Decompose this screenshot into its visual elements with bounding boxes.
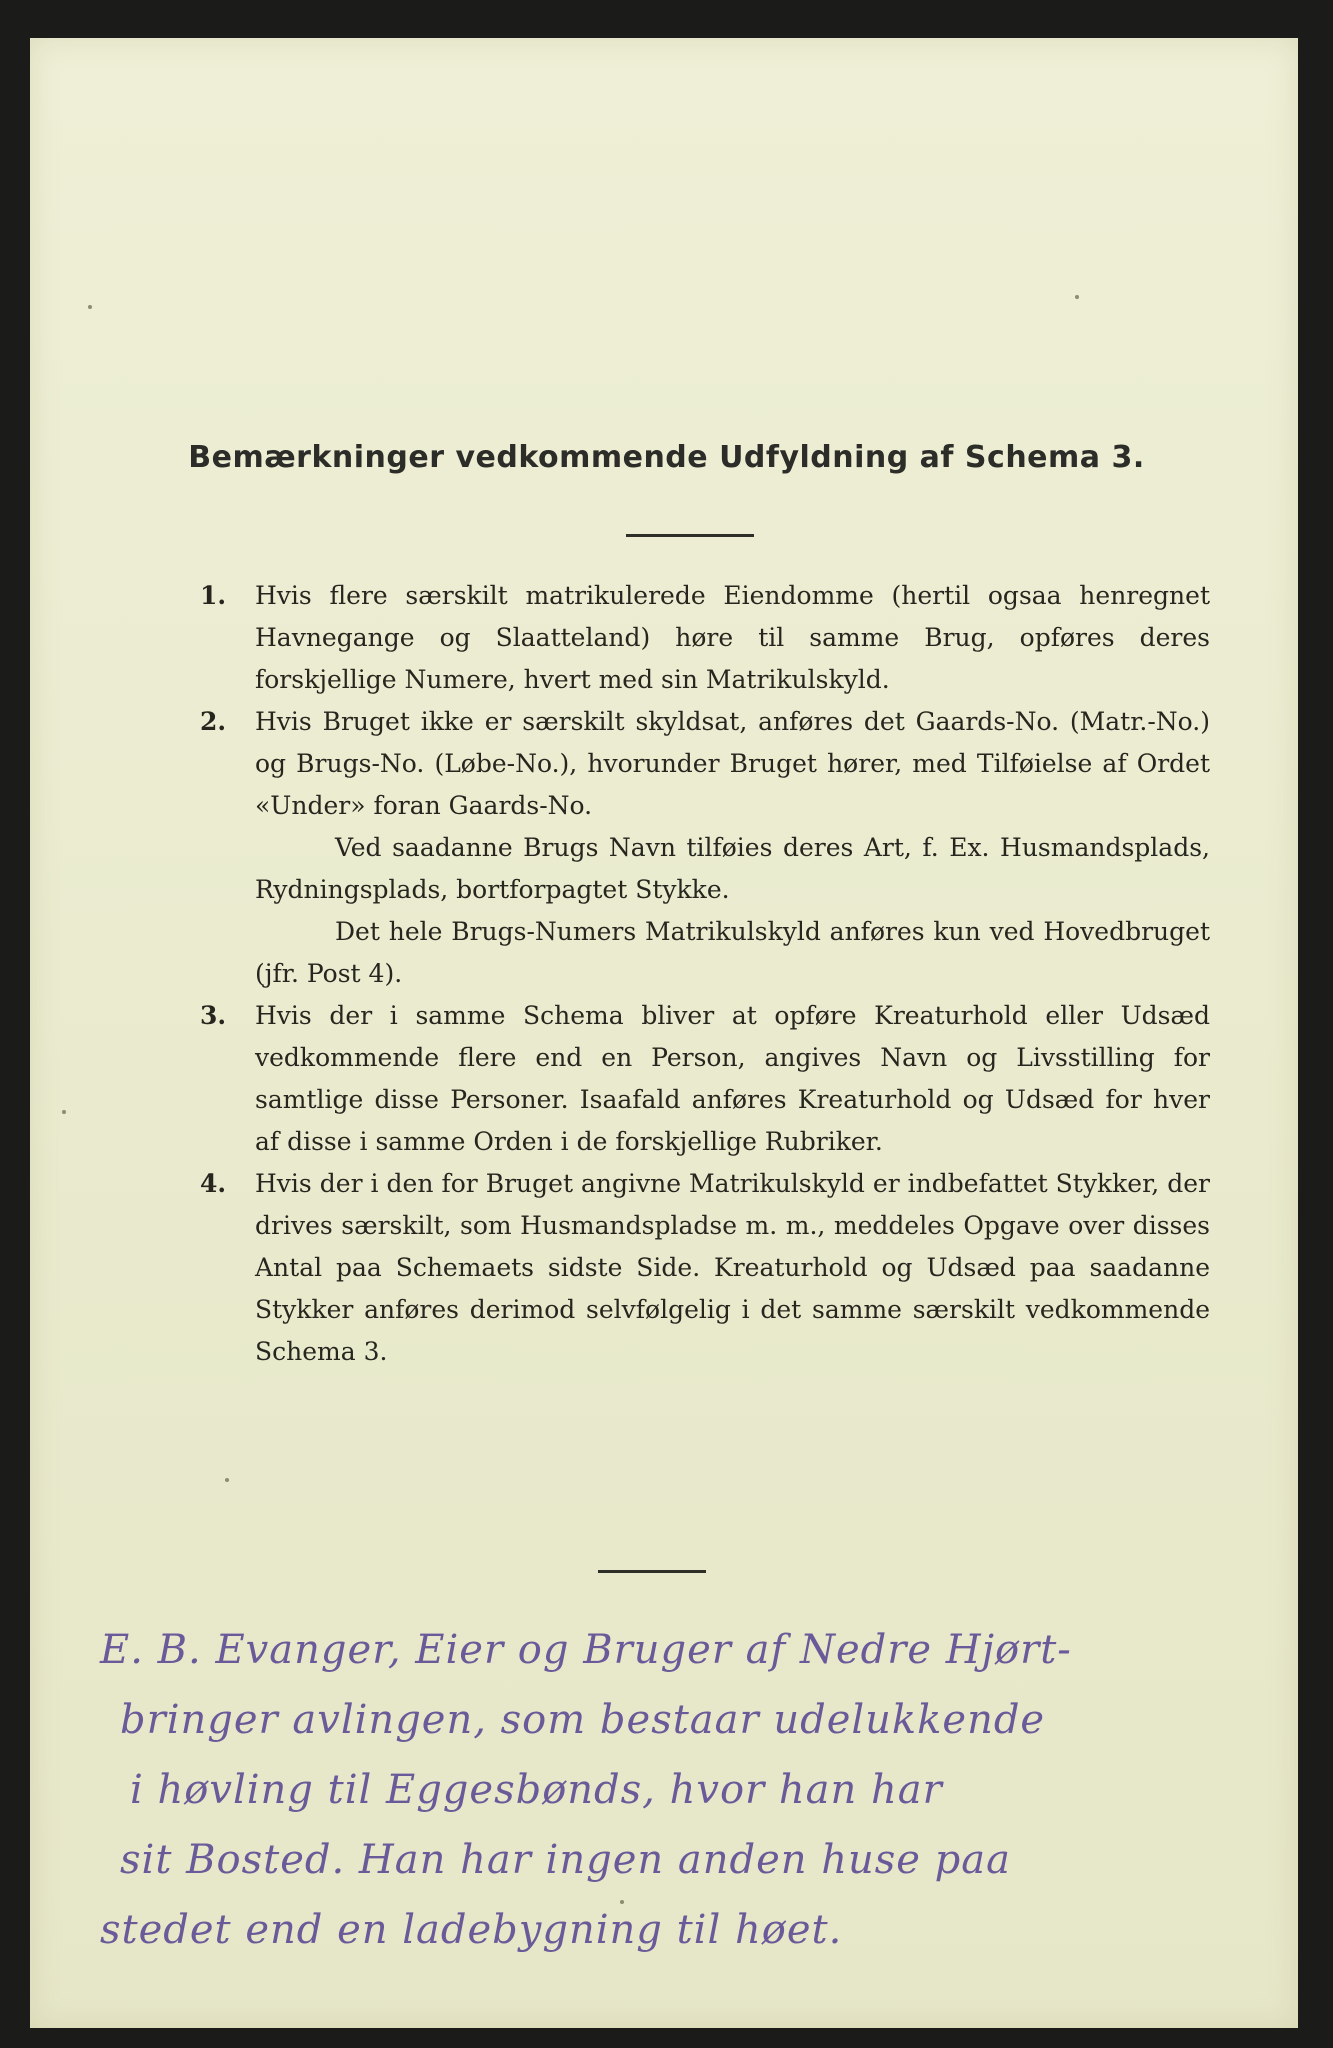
item-paragraph: Hvis Bruget ikke er særskilt skyldsat, anføres det Gaards-No. (Matr.-No.) og Brugs-No. (Løbe-No.), hvorunder Bruget hører, med Tilføielse af Ordet «Under» foran Gaards-No. (255, 707, 1210, 820)
heading-divider (626, 534, 754, 537)
handwritten-line: E. B. Evanger, Eier og Bruger af Nedre Hjørt- (100, 1627, 1072, 1673)
handwritten-line: sit Bosted. Han har ingen anden huse paa (120, 1837, 1011, 1883)
item-paragraph: Hvis der i samme Schema bliver at opføre Kreaturhold eller Udsæd vedkommende flere end en Person, angives Navn og Livsstilling for samtlige disse Personer. Isaafald anføres Kreaturhold og Udsæd for hver af disse i samme Orden i de forskjellige Rubriker. (255, 1001, 1210, 1156)
handwritten-line: stedet end en ladebygning til høet. (100, 1907, 843, 1953)
item-paragraph: Ved saadanne Brugs Navn tilføies deres Art, f. Ex. Husmandsplads, Rydningsplads, bortforpagtet Stykke. (255, 833, 1210, 904)
handwritten-note (100, 1615, 1280, 1965)
instruction-item (200, 575, 1210, 701)
instructions-list (200, 575, 1210, 1373)
paper-speck (225, 1478, 229, 1482)
handwritten-line: bringer avlingen, som bestaar udelukkende (120, 1697, 1046, 1743)
item-number: 3. (200, 1001, 227, 1030)
item-number: 2. (200, 707, 227, 736)
paper-speck (1075, 295, 1079, 299)
item-paragraph: Hvis der i den for Bruget angivne Matrikulskyld er indbefattet Stykker, der drives særskilt, som Husmandspladse m. m., meddeles Opgave over disses Antal paa Schemaets sidste Side. Kreaturhold og Udsæd paa saadanne Stykker anføres derimod selvfølgelig i det samme særskilt vedkommende Schema 3. (255, 1169, 1210, 1366)
instruction-item (200, 701, 1210, 995)
item-paragraph: Det hele Brugs-Numers Matrikulskyld anføres kun ved Hovedbruget (jfr. Post 4). (255, 917, 1210, 988)
paper-speck (620, 1900, 624, 1904)
item-paragraph: Hvis flere særskilt matrikulerede Eiendomme (hertil ogsaa henregnet Havnegange og Slaatteland) høre til samme Brug, opføres deres forskjellige Numere, hvert med sin Matrikulskyld. (255, 581, 1210, 694)
handwritten-line: i høvling til Eggesbønds, hvor han har (130, 1767, 943, 1813)
document-heading: Bemærkninger vedkommende Udfyldning af Schema 3. (188, 440, 1145, 475)
instruction-item (200, 1163, 1210, 1373)
paper-speck (62, 1110, 66, 1114)
item-number: 4. (200, 1169, 227, 1198)
paper-speck (88, 305, 92, 309)
section-divider (598, 1570, 706, 1573)
instruction-item (200, 995, 1210, 1163)
item-number: 1. (200, 581, 227, 610)
